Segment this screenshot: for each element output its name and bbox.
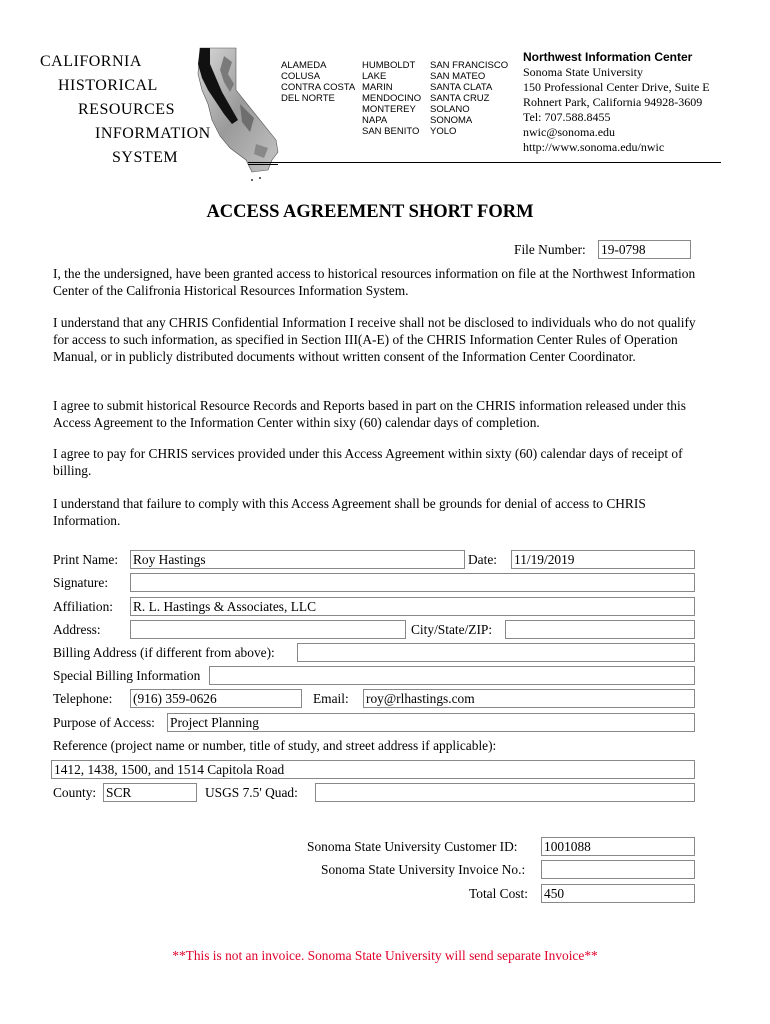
- email-field[interactable]: roy@rlhastings.com: [363, 689, 695, 708]
- county-item: MONTEREY: [362, 104, 416, 115]
- header-divider-accent: [248, 164, 278, 165]
- customer-id-field[interactable]: 1001088: [541, 837, 695, 856]
- county-item: COLUSA: [281, 71, 321, 82]
- billing-address-field[interactable]: [297, 643, 695, 662]
- county-item: SANTA CRUZ: [430, 93, 490, 104]
- county-label: County:: [53, 785, 97, 800]
- county-item: SAN MATEO: [430, 71, 486, 82]
- county-item: SOLANO: [430, 104, 470, 115]
- customer-id-label: Sonoma State University Customer ID:: [307, 839, 518, 854]
- total-cost-field[interactable]: 450: [541, 884, 695, 903]
- invoice-number-field[interactable]: [541, 860, 695, 879]
- counties-column-3: [430, 60, 508, 137]
- county-item: CONTRA COSTA: [281, 82, 356, 93]
- agreement-paragraph: I understand that any CHRIS Confidential Information I receive shall not be disclosed to individuals who do not qualify for access to such information, as specified in Section III(A-E) of the CHRIS Information Center Rules of Operation Manual, or in publicly distributed documents without written consent of the Information Center Coordinator.: [53, 315, 696, 364]
- reference-label: Reference (project name or number, title of study, and street address if applicable):: [53, 738, 497, 753]
- affiliation-field[interactable]: R. L. Hastings & Associates, LLC: [130, 597, 695, 616]
- purpose-field[interactable]: Project Planning: [167, 713, 695, 732]
- address-field[interactable]: [130, 620, 406, 639]
- county-item: MENDOCINO: [362, 93, 422, 104]
- purpose-label: Purpose of Access:: [53, 715, 155, 730]
- county-item: YOLO: [430, 126, 457, 137]
- agreement-paragraph: I understand that failure to comply with this Access Agreement shall be grounds for denial of access to CHRIS Information.: [53, 496, 646, 528]
- county-item: LAKE: [362, 71, 387, 82]
- logo-line-4: INFORMATION: [95, 125, 211, 142]
- usgs-quad-label: USGS 7.5' Quad:: [205, 785, 298, 800]
- invoice-number-label: Sonoma State University Invoice No.:: [321, 862, 526, 877]
- telephone-field[interactable]: (916) 359-0626: [130, 689, 302, 708]
- logo-line-3: RESOURCES: [78, 101, 175, 118]
- center-website-link[interactable]: http://www.sonoma.edu/nwic: [523, 140, 665, 154]
- agreement-paragraph: I agree to submit historical Resource Records and Reports based in part on the CHRIS information released under this Access Agreement to the Information Center within sixy (60) calendar days of completion.: [53, 398, 686, 430]
- invoice-notice: **This is not an invoice. Sonoma State University will send separate Invoice**: [172, 948, 598, 963]
- county-item: SAN BENITO: [362, 126, 420, 137]
- county-item: SONOMA: [430, 115, 473, 126]
- reference-field[interactable]: 1412, 1438, 1500, and 1514 Capitola Road: [51, 760, 695, 779]
- county-item: HUMBOLDT: [362, 60, 416, 71]
- county-field[interactable]: SCR: [103, 783, 197, 802]
- center-line: 150 Professional Center Drive, Suite E: [523, 80, 710, 94]
- special-billing-field[interactable]: [209, 666, 695, 685]
- center-line: Sonoma State University: [523, 65, 643, 79]
- usgs-quad-field[interactable]: [315, 783, 695, 802]
- date-field[interactable]: 11/19/2019: [511, 550, 695, 569]
- counties-column-1: [281, 60, 355, 104]
- logo-line-2: HISTORICAL: [58, 77, 158, 94]
- logo-line-5: SYSTEM: [112, 149, 179, 166]
- county-item: MARIN: [362, 82, 393, 93]
- county-item: SANTA CLATA: [430, 82, 493, 93]
- billing-address-label: Billing Address (if different from above):: [53, 645, 275, 660]
- file-number-label: File Number:: [514, 242, 586, 257]
- county-item: SAN FRANCISCO: [430, 60, 509, 71]
- center-email-link[interactable]: nwic@sonoma.edu: [523, 125, 616, 139]
- print-name-field[interactable]: Roy Hastings: [130, 550, 465, 569]
- california-map-image: [194, 44, 284, 184]
- city-state-zip-field[interactable]: [505, 620, 695, 639]
- address-label: Address:: [53, 622, 101, 637]
- special-billing-label: Special Billing Information: [53, 668, 201, 683]
- affiliation-label: Affiliation:: [53, 599, 114, 614]
- total-cost-label: Total Cost:: [469, 886, 528, 901]
- print-name-label: Print Name:: [53, 552, 119, 567]
- center-contact-block: [523, 50, 710, 155]
- county-item: DEL NORTE: [281, 93, 335, 104]
- center-name: Northwest Information Center: [523, 50, 693, 64]
- file-number-field[interactable]: 19-0798: [598, 240, 691, 259]
- signature-label: Signature:: [53, 575, 109, 590]
- header-divider: [248, 162, 721, 163]
- email-label: Email:: [313, 691, 349, 706]
- county-item: NAPA: [362, 115, 388, 126]
- agreement-paragraph: I, the the undersigned, have been granted access to historical resources information on file at the Northwest Information Center of the Califronia Historical Resources Information System.: [53, 266, 696, 298]
- signature-field[interactable]: [130, 573, 695, 592]
- date-label: Date:: [468, 552, 497, 567]
- center-line: Tel: 707.588.8455: [523, 110, 611, 124]
- center-line: Rohnert Park, California 94928-3609: [523, 95, 703, 109]
- counties-column-2: [362, 60, 421, 137]
- county-item: ALAMEDA: [281, 60, 327, 71]
- agreement-paragraph: I agree to pay for CHRIS services provided under this Access Agreement within sixty (60) calendar days of receipt of billing.: [53, 446, 683, 478]
- city-state-zip-label: City/State/ZIP:: [411, 622, 493, 637]
- telephone-label: Telephone:: [53, 691, 113, 706]
- logo-line-1: CALIFORNIA: [40, 53, 142, 70]
- page-title: ACCESS AGREEMENT SHORT FORM: [206, 202, 534, 222]
